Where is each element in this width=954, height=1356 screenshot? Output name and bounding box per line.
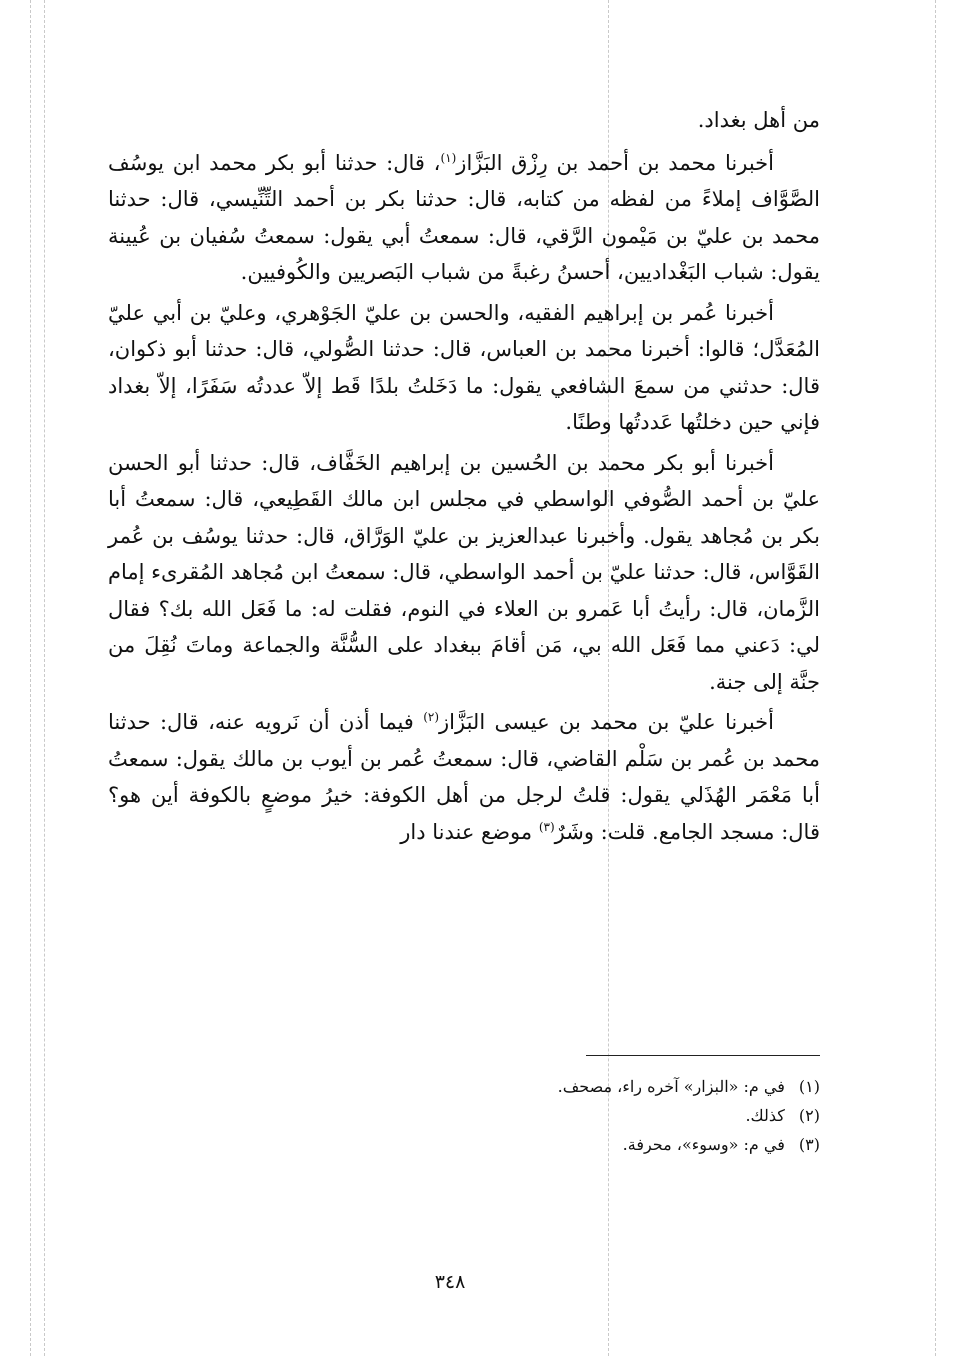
paragraph-khabar-4 (108, 704, 820, 850)
paragraph-opening: من أهل بغداد. (697, 108, 820, 132)
page-body (108, 102, 820, 854)
footnote-1 (300, 1072, 820, 1101)
paragraph-khabar-2: أخبرنا عُمر بن إبراهيم الفقيه، والحسن بن عليّ الجَوْهري، وعليّ بن أبي عليّ المُعَدَّل؛ قالوا: أخبرنا محمد بن العباس، قال: حدثنا الصُّولي، قال: حدثنا أبو ذكوان، قال: حدثني من سمعَ الشافعي يقول: ما دَخَلتُ بلدًا قَط إلاّ عددتُه سَفَرًا، إلاّ بغداد فإني حين دخلتُها عَددتُها وطنًا. (108, 300, 820, 434)
footnote-3 (300, 1130, 820, 1159)
paragraph-khabar-4-end: موضع عندنا دار (400, 819, 533, 844)
paragraph-khabar-1-lead: أخبرنا محمد بن أحمد بن رِزْق البَزَّاز (456, 150, 774, 175)
footnote-1-text: في م: «البزار» آخره راء، مصحف. (557, 1077, 785, 1096)
footnote-2-number: (٢) (798, 1106, 820, 1125)
paragraph-khabar-4-body: حدثنا محمد بن عُمر بن سَلْم القاضي، قال: سمعتُ عُمر بن أيوب بن مالك يقول: سمعتُ أبا مَعْمَر الهُذَلي يقول: قلتُ لرجل من أهل الكوفة: خيرُ موضعٍ بالكوفة أين هو؟ قال: مسجد الجامع. قلت: وشَرٌ (108, 710, 820, 844)
footnote-3-number: (٣) (798, 1135, 820, 1154)
footnotes (300, 1072, 820, 1159)
paragraph-khabar-1 (108, 145, 820, 291)
footnote-3-text: في م: «وسوء»، محرفة. (622, 1135, 785, 1154)
footnote-ref-2[interactable]: (٢) (423, 710, 440, 724)
paragraph-khabar-4-tail: فيما أذن أن نَرويه عنه، قال: (159, 710, 414, 734)
paragraph-khabar-4-lead: أخبرنا عليّ بن محمد بن عيسى البَزَّاز (439, 710, 774, 734)
footnote-2 (300, 1101, 820, 1130)
footnote-separator (586, 1055, 820, 1056)
paragraph-khabar-1-tail: ، قال: حدثنا أبو بكر محمد (209, 150, 441, 175)
footnote-ref-1[interactable]: (١) (440, 150, 457, 165)
footnote-2-text: كذلك. (745, 1106, 785, 1125)
footnote-ref-3[interactable]: (٣) (538, 819, 555, 834)
paragraph-khabar-1-body: ابن يوسُف الصَّوَّاف إملاءً من لفظه من كتابه، قال: حدثنا بكر بن أحمد التِّنِّيسي، قال: حدثنا محمد بن عليّ بن مَيْمون الرَّقي، قال: سمعتُ أبي يقول: سمعتُ سُفيان بن عُيينة يقول: شباب البَغْداديين، أحسنُ رغبةً من شباب البَصريين والكُوفيين. (108, 150, 820, 284)
paragraph-khabar-3: أخبرنا أبو بكر محمد بن الحُسين بن إبراهيم الخَفَّاف، قال: حدثنا أبو الحسن عليّ بن أحمد الصُّوفي الواسطي في مجلس ابن مالك القَطِيعي، قال: سمعتُ أبا بكر بن مُجاهد يقول. وأخبرنا عبدالعزيز بن عليّ الوَرَّاق، قال: حدثنا يوسُف بن عُمر القَوَّاس، قال: حدثنا عليّ بن أحمد الواسطي، قال: سمعتُ ابن مُجاهد المُقرىء إمام الزَّمان، قال: رأيتُ أبا عَمرو بن العلاء في النوم، فقلت له: ما فَعَل الله بك؟ فقال لي: دَعني مما فَعَل الله بي، مَن أقامَ ببغداد على السُّنَّة والجماعة وماتَ نُقِلَ من جنَّة إلى جنة. (108, 450, 820, 694)
footnote-1-number: (١) (798, 1077, 820, 1096)
page-number: ٣٤٨ (434, 1271, 466, 1293)
